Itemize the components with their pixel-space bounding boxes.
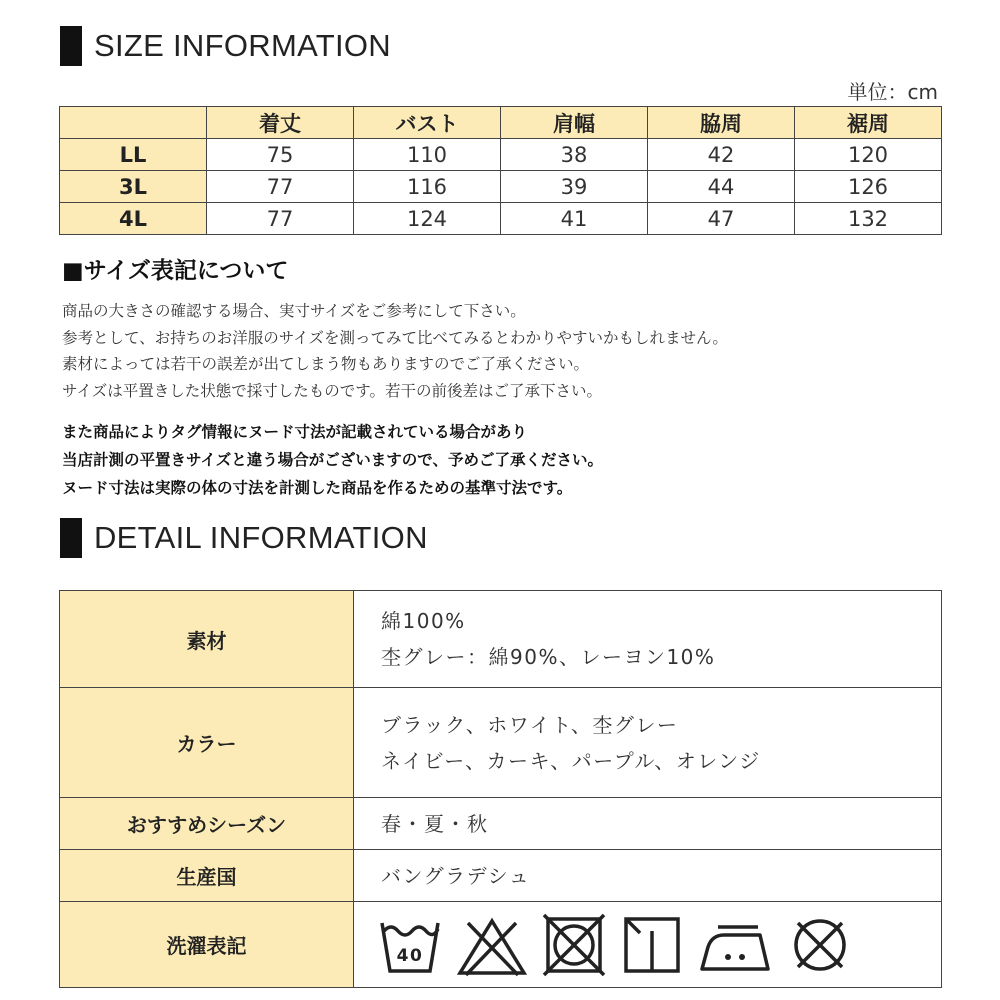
line-dry-icon [620, 913, 684, 977]
detail-line: 綿100% [381, 609, 466, 633]
detail-value-season [354, 798, 942, 850]
no-tumble-dry-icon [542, 913, 606, 977]
detail-value-country [354, 850, 942, 902]
note-line: 素材によっては若干の誤差が出てしまう物もありますのでご了承ください。 [62, 355, 590, 373]
table-row [60, 902, 942, 988]
care-symbols [354, 902, 942, 988]
size-value: 77 [207, 203, 354, 235]
detail-line: ブラック、ホワイト、杢グレー [381, 712, 679, 737]
size-table [59, 106, 942, 235]
detail-label-material: 素材 [60, 591, 354, 688]
note-bold-line: 当店計測の平置きサイズと違う場合がございますので、予めご了承ください。 [62, 451, 603, 469]
size-value: 41 [501, 203, 648, 235]
size-value: 77 [207, 171, 354, 203]
size-section-heading [60, 26, 391, 66]
table-row [60, 850, 942, 902]
size-label: 4L [60, 203, 207, 235]
detail-value-material [354, 591, 942, 688]
size-table-corner [60, 107, 207, 139]
size-value: 47 [648, 203, 795, 235]
size-value: 42 [648, 139, 795, 171]
detail-line: 春・夏・秋 [381, 811, 489, 836]
size-value: 124 [354, 203, 501, 235]
column-header: バスト [354, 107, 501, 139]
size-notes [62, 298, 728, 404]
note-line: 参考として、お持ちのお洋服のサイズを測ってみて比べてみるとわかりやすいかもしれません。 [62, 328, 728, 347]
detail-label-color: カラー [60, 688, 354, 798]
size-label: LL [60, 139, 207, 171]
note-bold-line: ヌード寸法は実際の体の寸法を計測した商品を作るための基準寸法です。 [62, 479, 573, 497]
size-value: 75 [207, 139, 354, 171]
detail-heading-text: DETAIL INFORMATION [94, 520, 428, 555]
size-value: 120 [795, 139, 942, 171]
no-bleach-icon [456, 913, 528, 977]
size-value: 126 [795, 171, 942, 203]
table-row [60, 171, 942, 203]
wash-40-icon [378, 913, 442, 977]
table-row [60, 203, 942, 235]
table-row [60, 688, 942, 798]
detail-line: 杢グレー：綿90%、レーヨン10% [381, 645, 716, 669]
size-value: 110 [354, 139, 501, 171]
table-row [60, 798, 942, 850]
note-line: サイズは平置きした状態で採寸したものです。若干の前後差はご了承下さい。 [62, 381, 603, 400]
unit-label: 単位：cm [847, 80, 938, 104]
size-value: 39 [501, 171, 648, 203]
size-notes-title: ■サイズ表記について [62, 258, 289, 284]
note-line: 商品の大きさの確認する場合、実寸サイズをご参考にして下さい。 [62, 302, 526, 320]
detail-line: バングラデシュ [381, 863, 531, 888]
detail-section-heading [60, 518, 428, 558]
table-row [60, 139, 942, 171]
heading-bar [60, 518, 82, 558]
detail-value-color [354, 688, 942, 798]
size-value: 44 [648, 171, 795, 203]
detail-label-season: おすすめシーズン [60, 798, 354, 850]
detail-label-country: 生産国 [60, 850, 354, 902]
size-table-header-row [60, 107, 942, 139]
detail-table [59, 590, 942, 988]
column-header: 脇周 [648, 107, 795, 139]
heading-bar [60, 26, 82, 66]
detail-label-care: 洗濯表記 [60, 902, 354, 988]
column-header: 肩幅 [501, 107, 648, 139]
table-row [60, 591, 942, 688]
note-bold-line: また商品によりタグ情報にヌード寸法が記載されている場合があり [62, 423, 528, 441]
size-value: 132 [795, 203, 942, 235]
detail-line: ネイビー、カーキ、パープル、オレンジ [381, 748, 761, 773]
size-value: 38 [501, 139, 648, 171]
size-label: 3L [60, 171, 207, 203]
size-value: 116 [354, 171, 501, 203]
no-dry-clean-icon [788, 913, 852, 977]
column-header: 着丈 [207, 107, 354, 139]
wash-temp-label: 40 [396, 945, 424, 966]
size-notes-bold [62, 418, 603, 502]
iron-low-icon [698, 913, 774, 977]
column-header: 裾周 [795, 107, 942, 139]
size-heading-text: SIZE INFORMATION [94, 28, 391, 63]
